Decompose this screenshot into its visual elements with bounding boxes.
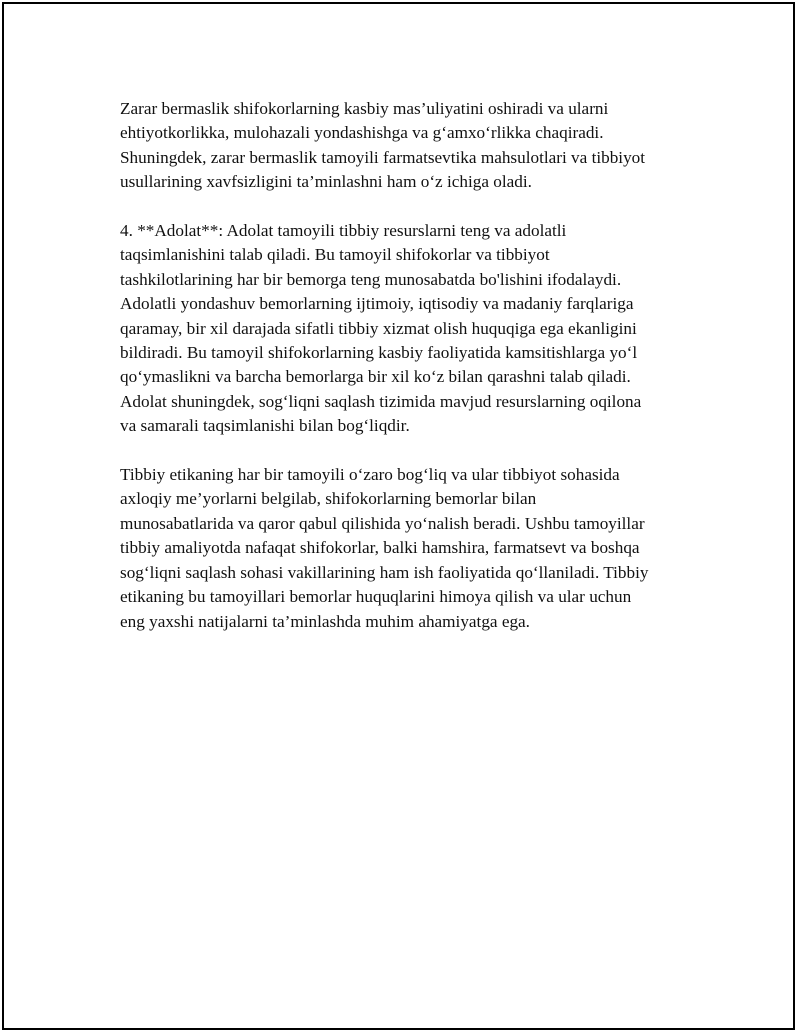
text-line: etikaning bu tamoyillari bemorlar huquqlarini himoya qilish va ular uchun (120, 587, 632, 607)
text-line: Shuningdek, zarar bermaslik tamoyili farmatsevtika mahsulotlari va tibbiyot (120, 147, 646, 167)
text-line: taqsimlanishini talab qiladi. Bu tamoyil shifokorlar va tibbiyot (120, 245, 550, 265)
text-line: munosabatlarida va qaror qabul qilishida yo‘nalish beradi. Ushbu tamoyillar (120, 513, 645, 533)
text-line: axloqiy me’yorlarni belgilab, shifokorlarning bemorlar bilan (120, 489, 537, 509)
text-line: 4. **Adolat**: Adolat tamoyili tibbiy resurslarni teng va adolatli (120, 221, 567, 241)
text-line: usullarining xavfsizligini ta’minlashni ham o‘z ichiga oladi. (120, 172, 532, 192)
text-line: Adolat shuningdek, sog‘liqni saqlash tizimida mavjud resurslarning oqilona (120, 391, 642, 411)
text-line: va samarali taqsimlanishi bilan bog‘liqdir. (120, 416, 410, 436)
text-line: Adolatli yondashuv bemorlarning ijtimoiy, iqtisodiy va madaniy farqlariga (120, 294, 634, 314)
text-line: Zarar bermaslik shifokorlarning kasbiy mas’uliyatini oshiradi va ularni (120, 99, 609, 118)
text-line: qaramay, bir xil darajada sifatli tibbiy xizmat olish huquqiga ega ekanligini (120, 318, 637, 338)
page-frame (2, 2, 795, 1030)
text-line: tibbiy amaliyotda nafaqat shifokorlar, balki hamshira, farmatsevt va boshqa (120, 538, 640, 558)
document-body (120, 97, 690, 658)
text-line: eng yaxshi natijalarni ta’minlashda muhim ahamiyatga ega. (120, 611, 530, 631)
text-line: ehtiyotkorlikka, mulohazali yondashishga va g‘amxo‘rlikka chaqiradi. (120, 123, 604, 143)
paragraph-justice-principle (120, 219, 690, 439)
paragraph-conclusion (120, 463, 690, 634)
text-line: tashkilotlarining har bir bemorga teng munosabatda bo'lishini ifodalaydi. (120, 269, 622, 289)
text-line: bildiradi. Bu tamoyil shifokorlarning kasbiy faoliyatida kamsitishlarga yo‘l (120, 343, 638, 363)
text-line: Tibbiy etikaning har bir tamoyili o‘zaro bog‘liq va ular tibbiyot sohasida (120, 465, 620, 485)
text-line: qo‘ymaslikni va barcha bemorlarga bir xil ko‘z bilan qarashni talab qiladi. (120, 367, 631, 387)
text-line: sog‘liqni saqlash sohasi vakillarining ham ish faoliyatida qo‘llaniladi. Tibbiy (120, 562, 649, 582)
paragraph-harm-principle (120, 97, 690, 195)
